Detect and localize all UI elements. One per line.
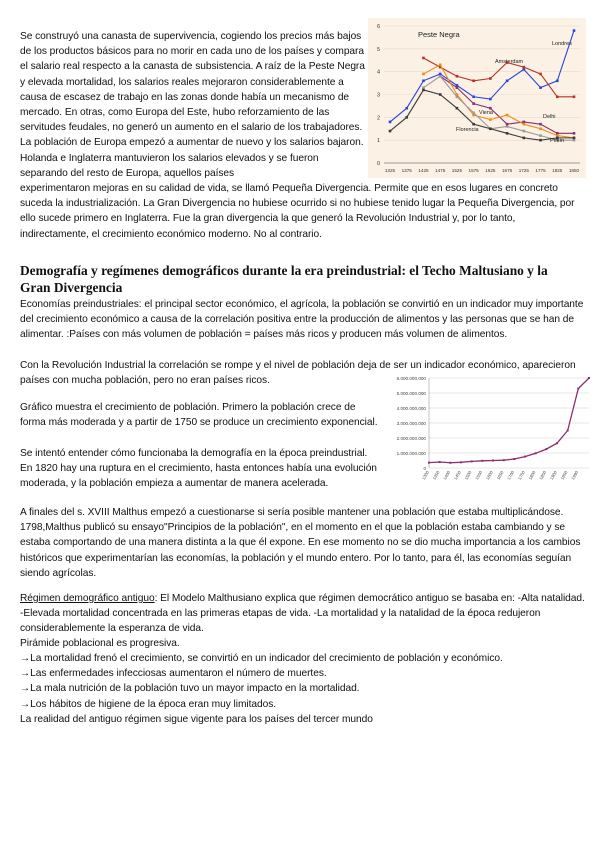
- paragraph-demografia: Se intentó entender cómo funcionaba la demografía en la época preindustrial. En 1820 hay una ruptura en el crecimiento, hasta entonces había una evolución moderada, y la población empieza a aumentar de manera acelerada.: [20, 448, 377, 490]
- x-tick-label: 1325: [384, 168, 396, 173]
- data-point: [567, 430, 569, 432]
- data-point: [472, 80, 475, 83]
- x-tick-label: 1575: [468, 168, 479, 173]
- regimen-text: : El Modelo Malthusiano explica que régimen democrático antiguo se basaba en: -Alta natalidad. -Elevada mortalidad concentrada en las primeras etapas de vida. -La mortalidad y la natalidad de la época redujeron considerablemente la esperanza de vida.: [20, 593, 585, 635]
- paragraph-canasta: Se construyó una canasta de supervivencia, cogiendo los precios más bajos de los productos básicos para no morir en cada uno de los países y compara el salario real respecto a la canasta de subsistencia. A raíz de la Peste Negra y elevada mortalidad, los salarios reales mejoraron considerablemente a causa de escasez de trabajo en las zonas donde había un mecanismo de mercado. En otras, como Europa del Este, hubo reforzamiento de las servitudes feudales, no generó un aumento en el salario de los trabajadores. La población de Europa empezó a aumentar de nuevo y los salarios bajaron. Holanda e Inglaterra mantuvieron los salarios elevados y se fueron separando del resto de Europa, aquellos países: [20, 31, 365, 179]
- y-tick-label: 3.000.000.000: [396, 420, 426, 426]
- data-point: [439, 73, 442, 76]
- data-point: [556, 95, 559, 98]
- data-point: [472, 102, 475, 105]
- data-point: [523, 123, 526, 126]
- paragraph-piramide: Pirámide poblacional es progresiva.: [20, 638, 180, 649]
- paragraph-grafico: Gráfico muestra el crecimiento de población. Primero la población crece de forma más moderada y a partir de 1750 se produce un crecimiento exponencial.: [20, 402, 378, 429]
- x-tick-label: 1775: [535, 168, 546, 173]
- y-tick-label: 2.000.000.000: [396, 435, 426, 441]
- x-tick-label: 1350: [431, 470, 441, 481]
- data-point: [489, 118, 492, 121]
- data-point: [573, 29, 576, 32]
- population-line: [429, 378, 589, 463]
- data-point: [506, 132, 509, 135]
- y-tick-label: 0: [376, 161, 380, 167]
- data-point: [405, 116, 408, 119]
- section-heading: Demografía y regímenes demográficos durante la era preindustrial: el Techo Maltusiano y la Gran Divergencia: [20, 263, 548, 295]
- data-point: [513, 458, 515, 460]
- data-point: [472, 111, 475, 114]
- data-point: [573, 137, 576, 140]
- data-point: [422, 57, 425, 60]
- y-tick-label: 4.000.000.000: [396, 405, 426, 411]
- data-point: [389, 130, 392, 133]
- data-point: [389, 121, 392, 124]
- data-point: [439, 93, 442, 96]
- data-point: [489, 98, 492, 101]
- data-point: [449, 462, 451, 464]
- x-tick-label: 1550: [474, 470, 484, 481]
- data-point: [573, 132, 576, 135]
- data-point: [422, 86, 425, 89]
- data-point: [545, 448, 547, 450]
- y-tick-label: 1.000.000.000: [396, 450, 426, 456]
- list-item: →Las enfermedades infecciosas aumentaron el número de muertes.: [20, 668, 327, 680]
- data-point: [456, 86, 459, 89]
- data-point: [422, 73, 425, 76]
- x-tick-label: 1525: [451, 168, 463, 173]
- data-point: [471, 460, 473, 462]
- paragraph-closing: La realidad del antiguo régimen sigue vigente para los países del tercer mundo: [20, 714, 373, 725]
- x-tick-label: 1650: [495, 470, 505, 481]
- y-tick-label: 3: [376, 92, 380, 99]
- x-tick-label: 1450: [452, 470, 462, 481]
- data-point: [556, 134, 559, 137]
- data-point: [492, 460, 494, 462]
- data-point: [506, 80, 509, 83]
- x-tick-label: 1500: [463, 470, 473, 481]
- x-tick-label: 1475: [435, 168, 446, 173]
- data-point: [456, 84, 459, 87]
- data-point: [506, 125, 509, 128]
- list-item: →Los hábitos de higiene de la época eran muy limitados.: [20, 698, 277, 710]
- wage-chart-title: Peste Negra: [418, 30, 460, 39]
- data-point: [539, 73, 542, 76]
- x-tick-label: 1700: [506, 470, 516, 481]
- y-tick-label: 5.000.000.000: [396, 390, 426, 396]
- data-point: [556, 80, 559, 83]
- data-point: [422, 89, 425, 92]
- data-point: [535, 452, 537, 454]
- list-item: →La mortalidad frenó el crecimiento, se convirtió en un indicador del crecimiento de población y económico.: [20, 653, 503, 664]
- regimen-label: Régimen demográfico antiguo: [20, 593, 155, 604]
- x-tick-label: 1425: [418, 168, 429, 173]
- data-point: [489, 77, 492, 80]
- x-tick-label: 1800: [527, 470, 537, 481]
- x-tick-label: 1850: [538, 470, 548, 481]
- data-point: [573, 95, 576, 98]
- data-point: [472, 95, 475, 98]
- x-tick-label: 1825: [552, 168, 563, 173]
- y-tick-label: 0: [423, 465, 426, 471]
- data-point: [439, 461, 441, 463]
- data-point: [472, 123, 475, 126]
- data-point: [439, 75, 442, 78]
- data-point: [489, 127, 492, 130]
- y-tick-label: 5: [376, 46, 380, 53]
- data-point: [422, 80, 425, 83]
- data-point: [456, 75, 459, 78]
- data-point: [506, 114, 509, 117]
- data-point: [523, 130, 526, 133]
- y-tick-label: 1: [376, 138, 380, 145]
- data-point: [523, 68, 526, 71]
- x-tick-label: 1850: [568, 168, 580, 173]
- paragraph-divergencia: experimentaron mejoras en su calidad de vida, se llamó Pequeña Divergencia. Permite que en esos lugares en concreto suceda la industrialización. La Gran Divergencia no hubiese ocurrido si no hubiese tenido lugar la Pequeña Divergencia, por ello sucede primero en Inglaterra. Fue la gran divergencia la que generó la Revolución Industrial y, por lo tanto, indirectamente, el crecimiento económico moderno. No al contrario.: [20, 183, 575, 240]
- x-tick-label: 1950: [559, 470, 569, 481]
- data-point: [588, 377, 590, 379]
- paragraph-malthus: A finales del s. XVIII Malthus empezó a cuestionarse si sería posible mantener una población que estaba multiplicándose. 1798,Malthus publicó su ensayo"Principios de la población", en el momento en el que la población estaba cambiando y se estaba comportando de una manera distinta a la que él expone. En ese momento no se dio mucha importancia a los cambios históricos que experimentarían las economías, la población y el mundo entero. Por lo tanto, para él, las economías seguían siendo agrícolas.: [20, 507, 581, 579]
- list-item: →La mala nutrición de la población tuvo un mayor impacto en la mortalidad.: [20, 683, 360, 695]
- population-chart: [383, 376, 593, 496]
- x-tick-label: 1675: [501, 168, 513, 173]
- data-point: [523, 137, 526, 140]
- y-tick-label: 6: [376, 24, 380, 30]
- wage-chart: [368, 18, 586, 178]
- series-label-viena: Viena: [479, 110, 493, 116]
- data-point: [556, 442, 558, 444]
- data-point: [539, 123, 542, 126]
- data-point: [456, 95, 459, 98]
- series-label-londres: Londres: [552, 41, 572, 47]
- data-point: [539, 134, 542, 137]
- series-label-delhi: Delhi: [543, 114, 556, 120]
- x-tick-label: 1900: [548, 470, 558, 481]
- data-point: [523, 121, 526, 124]
- y-tick-label: 2: [376, 115, 380, 122]
- data-point: [428, 462, 430, 464]
- data-point: [577, 388, 579, 390]
- data-point: [503, 459, 505, 461]
- data-point: [506, 123, 509, 126]
- x-tick-label: 1990: [570, 470, 580, 481]
- data-point: [556, 132, 559, 135]
- paragraph-economias: Economías preindustriales: el principal sector económico, el agrícola, la población se convirtió en un indicador muy importante del crecimiento económico a causa de la correlación positiva entre la producción de alimentos y las personas que se han de alimentar. :Países con más volumen de población = países más ricos y producen más volumen de alimentos.: [20, 299, 584, 341]
- data-point: [539, 127, 542, 130]
- x-tick-label: 1750: [516, 470, 526, 481]
- data-point: [439, 64, 442, 67]
- data-point: [481, 460, 483, 462]
- data-point: [539, 86, 542, 89]
- y-tick-label: 4: [376, 69, 380, 76]
- data-point: [524, 456, 526, 458]
- series-label-pekin: Pekín: [550, 138, 565, 144]
- x-tick-label: 1600: [484, 470, 494, 481]
- x-tick-label: 1625: [485, 168, 496, 173]
- x-tick-label: 1375: [401, 168, 412, 173]
- x-tick-label: 1725: [518, 168, 529, 173]
- data-point: [405, 107, 408, 110]
- paragraph-revolucion: Con la Revolución Industrial la correlación se rompe y el nivel de población deja de ser un indicador económico, aparecieron países con mucha población, pero no eran países ricos.: [20, 360, 576, 387]
- data-point: [523, 66, 526, 69]
- x-tick-label: 1300: [420, 470, 430, 481]
- bullet-list: [20, 651, 586, 712]
- series-label-florencia: Florencia: [456, 127, 479, 133]
- data-point: [460, 461, 462, 463]
- data-point: [539, 139, 542, 142]
- paragraph-regimen: [20, 591, 586, 637]
- data-point: [456, 107, 459, 110]
- series-label-amsterdam: Amsterdam: [495, 59, 524, 65]
- data-point: [573, 139, 576, 142]
- x-tick-label: 1400: [442, 470, 452, 481]
- y-tick-label: 6.000.000.000: [396, 376, 426, 381]
